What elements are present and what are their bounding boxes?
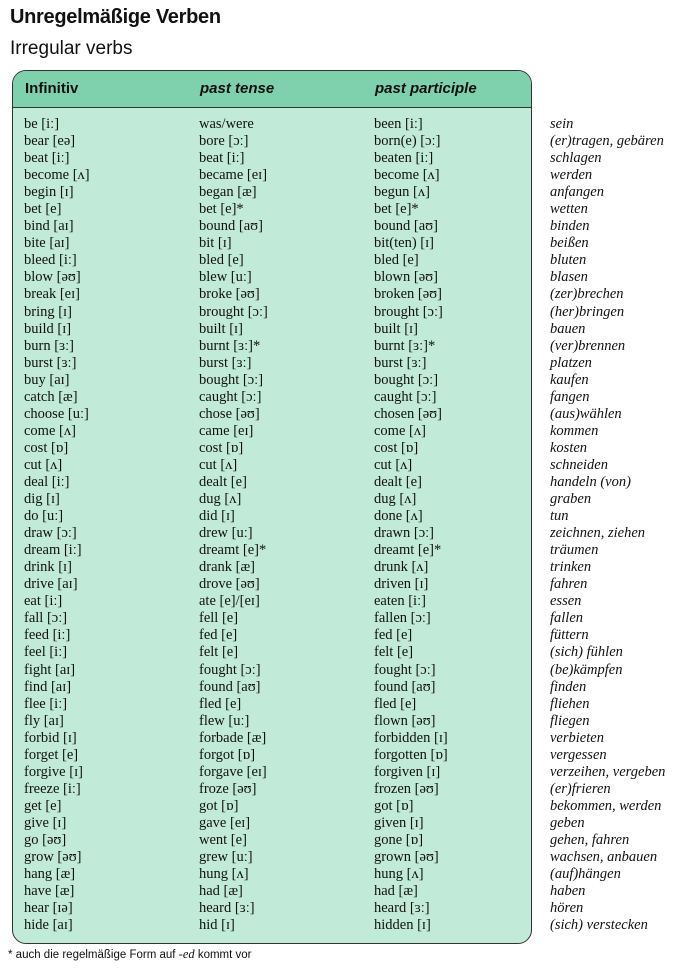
cell-past-tense: ate [e]/[eɪ] [199, 593, 260, 610]
cell-past-participle: had [æ] [374, 883, 418, 900]
cell-past-tense: forgot [ɒ] [199, 746, 256, 763]
cell-german-translation: vergessen [550, 746, 607, 763]
cell-past-tense: grew [uː] [199, 849, 253, 866]
cell-past-tense: hung [ʌ] [199, 866, 249, 883]
cell-infinitive: dream [iː] [24, 542, 82, 559]
cell-past-participle: fed [e] [374, 627, 413, 644]
cell-infinitive: burst [ɜː] [24, 354, 77, 371]
cell-past-participle: dealt [e] [374, 473, 422, 490]
cell-past-tense: gave [eɪ] [199, 814, 251, 831]
table-row [0, 235, 700, 252]
cell-infinitive: forgive [ɪ] [24, 763, 83, 780]
cell-german-translation: wetten [550, 201, 588, 218]
cell-past-tense: came [eɪ] [199, 422, 254, 439]
table-row [0, 321, 700, 338]
cell-german-translation: trinken [550, 559, 592, 576]
cell-infinitive: beat [iː] [24, 150, 70, 167]
cell-past-participle: been [iː] [374, 116, 423, 132]
table-row [0, 338, 700, 355]
cell-past-tense: fell [e] [199, 610, 239, 627]
cell-infinitive: find [aɪ] [24, 678, 72, 695]
cell-infinitive: hear [ɪə] [24, 900, 73, 917]
cell-german-translation: (zer)brechen [550, 286, 624, 303]
cell-past-participle: born(e) [ɔː] [374, 133, 441, 150]
cell-past-participle: bet [e]* [374, 201, 419, 218]
cell-german-translation: (sich) verstecken [550, 917, 648, 934]
cell-german-translation: kommen [550, 422, 599, 439]
table-header [13, 71, 531, 108]
cell-german-translation: fliegen [550, 712, 590, 729]
table-row [0, 184, 700, 201]
table-row [0, 644, 700, 661]
cell-past-participle: bled [e] [374, 252, 419, 269]
cell-german-translation: graben [550, 491, 592, 508]
cell-infinitive: burn [ɜː] [24, 337, 74, 354]
footnote-prefix: * auch die regelmäßige Form auf [8, 949, 179, 961]
cell-german-translation: hören [550, 900, 584, 917]
cell-past-tense: beat [iː] [199, 150, 245, 167]
cell-german-translation: werden [550, 167, 593, 184]
cell-german-translation: (her)bringen [550, 303, 625, 320]
table-row [0, 849, 700, 866]
cell-german-translation: schneiden [550, 456, 608, 473]
cell-infinitive: grow [əʊ] [24, 849, 82, 866]
cell-infinitive: get [e] [24, 797, 62, 814]
cell-infinitive: eat [iː] [24, 593, 63, 610]
cell-past-tense: bet [e]* [199, 201, 244, 218]
cell-past-participle: grown [əʊ] [374, 849, 439, 866]
cell-past-participle: dug [ʌ] [374, 491, 417, 508]
cell-past-participle: bound [aʊ] [374, 218, 438, 235]
cell-infinitive: go [əʊ] [24, 831, 67, 848]
cell-infinitive: catch [æ] [24, 388, 78, 405]
cell-german-translation: kaufen [550, 371, 589, 388]
cell-german-translation: handeln (von) [550, 473, 631, 490]
cell-past-tense: caught [ɔː] [199, 388, 262, 405]
cell-infinitive: bring [ɪ] [24, 303, 72, 320]
cell-infinitive: fly [aɪ] [24, 712, 64, 729]
table-row [0, 406, 700, 423]
page-subtitle: Irregular verbs [10, 38, 133, 59]
page-title: Unregelmäßige Verben [10, 6, 221, 28]
cell-past-participle: come [ʌ] [374, 422, 426, 439]
cell-past-tense: bought [ɔː] [199, 371, 264, 388]
cell-infinitive: feed [iː] [24, 627, 71, 644]
table-row [0, 269, 700, 286]
cell-past-tense: bore [ɔː] [199, 133, 249, 150]
cell-german-translation: (aus)wählen [550, 405, 622, 422]
table-row [0, 355, 700, 372]
cell-past-tense: burnt [ɜː]* [199, 337, 261, 354]
cell-past-tense: got [ɒ] [199, 797, 239, 814]
table-row [0, 372, 700, 389]
table-row [0, 696, 700, 713]
cell-past-tense: drew [uː] [199, 525, 253, 542]
table-row [0, 662, 700, 679]
cell-german-translation: binden [550, 218, 590, 235]
table-row [0, 559, 700, 576]
cell-german-translation: (er)tragen, gebären [550, 133, 664, 150]
cell-past-participle: caught [ɔː] [374, 388, 437, 405]
cell-past-participle: beaten [iː] [374, 150, 434, 167]
footnote-form: -ed [178, 947, 195, 961]
cell-infinitive: hang [æ] [24, 866, 76, 883]
cell-infinitive: fight [aɪ] [24, 661, 76, 678]
cell-past-tense: bled [e] [199, 252, 244, 269]
cell-past-participle: fled [e] [374, 695, 417, 712]
cell-past-participle: felt [e] [374, 644, 414, 661]
cell-past-tense: drove [əʊ] [199, 576, 260, 593]
cell-past-participle: got [ɒ] [374, 797, 414, 814]
table-row [0, 525, 700, 542]
verb-table-rows [0, 116, 700, 934]
cell-infinitive: buy [aɪ] [24, 371, 70, 388]
cell-past-participle: bit(ten) [ɪ] [374, 235, 434, 252]
cell-past-tense: forbade [æ] [199, 729, 267, 746]
cell-german-translation: finden [550, 678, 587, 695]
cell-infinitive: dig [ɪ] [24, 491, 60, 508]
cell-past-tense: fought [ɔː] [199, 661, 261, 678]
cell-past-tense: went [e] [199, 831, 247, 848]
cell-german-translation: wachsen, anbauen [550, 849, 658, 866]
cell-past-participle: cut [ʌ] [374, 456, 413, 473]
cell-past-participle: flown [əʊ] [374, 712, 436, 729]
table-row [0, 508, 700, 525]
cell-past-tense: dealt [e] [199, 473, 247, 490]
cell-german-translation: bluten [550, 252, 587, 269]
cell-german-translation: schlagen [550, 150, 602, 167]
cell-infinitive: freeze [iː] [24, 780, 81, 797]
cell-german-translation: haben [550, 883, 586, 900]
cell-german-translation: (sich) fühlen [550, 644, 623, 661]
footnote [8, 947, 252, 962]
table-row [0, 423, 700, 440]
cell-infinitive: have [æ] [24, 883, 75, 900]
table-row [0, 457, 700, 474]
cell-infinitive: cut [ʌ] [24, 456, 63, 473]
table-row [0, 713, 700, 730]
cell-past-tense: broke [əʊ] [199, 286, 260, 303]
cell-past-tense: brought [ɔː] [199, 303, 268, 320]
cell-infinitive: choose [uː] [24, 405, 89, 422]
cell-past-tense: cut [ʌ] [199, 456, 238, 473]
table-row [0, 610, 700, 627]
cell-german-translation: sein [550, 116, 574, 132]
cell-past-participle: frozen [əʊ] [374, 780, 439, 797]
cell-past-participle: drawn [ɔː] [374, 525, 434, 542]
cell-german-translation: gehen, fahren [550, 831, 630, 848]
cell-german-translation: anfangen [550, 184, 604, 201]
cell-past-tense: fed [e] [199, 627, 238, 644]
cell-past-participle: cost [ɒ] [374, 439, 419, 456]
table-row [0, 201, 700, 218]
table-row [0, 747, 700, 764]
cell-german-translation: (auf)hängen [550, 866, 621, 883]
cell-past-participle: brought [ɔː] [374, 303, 443, 320]
cell-past-participle: eaten [iː] [374, 593, 426, 610]
cell-german-translation: essen [550, 593, 582, 610]
cell-past-participle: forgotten [ɒ] [374, 746, 448, 763]
cell-past-participle: fallen [ɔː] [374, 610, 431, 627]
cell-past-participle: blown [əʊ] [374, 269, 438, 286]
cell-past-tense: felt [e] [199, 644, 239, 661]
table-row [0, 866, 700, 883]
cell-infinitive: build [ɪ] [24, 320, 72, 337]
cell-german-translation: füttern [550, 627, 589, 644]
cell-past-tense: burst [ɜː] [199, 354, 252, 371]
cell-past-participle: burnt [ɜː]* [374, 337, 436, 354]
cell-infinitive: feel [iː] [24, 644, 68, 661]
cell-german-translation: platzen [550, 354, 592, 371]
cell-infinitive: forbid [ɪ] [24, 729, 77, 746]
cell-past-participle: heard [ɜː] [374, 900, 430, 917]
cell-german-translation: bekommen, werden [550, 797, 662, 814]
cell-past-tense: built [ɪ] [199, 320, 243, 337]
cell-past-tense: drank [æ] [199, 559, 255, 576]
header-infinitive: Infinitiv [25, 80, 79, 97]
table-row [0, 304, 700, 321]
cell-past-participle: bought [ɔː] [374, 371, 439, 388]
cell-past-participle: become [ʌ] [374, 167, 440, 184]
cell-past-tense: fled [e] [199, 695, 242, 712]
table-row [0, 491, 700, 508]
cell-infinitive: give [ɪ] [24, 814, 67, 831]
cell-past-participle: dreamt [e]* [374, 542, 442, 559]
header-past-participle: past participle [375, 80, 477, 97]
cell-german-translation: bauen [550, 320, 586, 337]
cell-infinitive: cost [ɒ] [24, 439, 69, 456]
footnote-rest: kommt vor [194, 949, 252, 961]
cell-german-translation: verbieten [550, 729, 604, 746]
cell-past-tense: began [æ] [199, 184, 257, 201]
cell-german-translation: geben [550, 814, 585, 831]
cell-infinitive: flee [iː] [24, 695, 68, 712]
cell-german-translation: zeichnen, ziehen [550, 525, 646, 542]
table-row [0, 883, 700, 900]
cell-infinitive: bite [aɪ] [24, 235, 70, 252]
table-row [0, 815, 700, 832]
cell-german-translation: beißen [550, 235, 589, 252]
cell-german-translation: fliehen [550, 695, 590, 712]
table-row [0, 764, 700, 781]
cell-infinitive: drink [ɪ] [24, 559, 72, 576]
cell-german-translation: fallen [550, 610, 584, 627]
table-row [0, 542, 700, 559]
cell-infinitive: hide [aɪ] [24, 917, 73, 934]
cell-infinitive: bleed [iː] [24, 252, 77, 269]
cell-past-participle: hung [ʌ] [374, 866, 424, 883]
cell-infinitive: bet [e] [24, 201, 62, 218]
table-row [0, 576, 700, 593]
table-row [0, 593, 700, 610]
cell-german-translation: tun [550, 508, 569, 525]
cell-infinitive: deal [iː] [24, 473, 70, 490]
cell-past-participle: burst [ɜː] [374, 354, 427, 371]
table-row [0, 474, 700, 491]
cell-infinitive: fall [ɔː] [24, 610, 68, 627]
cell-infinitive: bind [aɪ] [24, 218, 74, 235]
table-row [0, 252, 700, 269]
cell-infinitive: be [iː] [24, 116, 60, 132]
table-row [0, 286, 700, 303]
cell-past-participle: gone [ɒ] [374, 831, 424, 848]
cell-past-participle: forbidden [ɪ] [374, 729, 448, 746]
table-row [0, 167, 700, 184]
cell-past-participle: broken [əʊ] [374, 286, 442, 303]
cell-infinitive: draw [ɔː] [24, 525, 77, 542]
cell-infinitive: drive [aɪ] [24, 576, 78, 593]
cell-german-translation: kosten [550, 439, 588, 456]
cell-infinitive: break [eɪ] [24, 286, 80, 303]
table-row [0, 917, 700, 934]
table-row [0, 900, 700, 917]
header-past-tense: past tense [200, 80, 275, 97]
cell-past-participle: hidden [ɪ] [374, 917, 431, 934]
table-row [0, 150, 700, 167]
cell-german-translation: (be)kämpfen [550, 661, 623, 678]
table-row [0, 679, 700, 696]
cell-past-tense: forgave [eɪ] [199, 763, 267, 780]
cell-past-participle: forgiven [ɪ] [374, 763, 441, 780]
cell-past-participle: driven [ɪ] [374, 576, 429, 593]
cell-past-tense: blew [uː] [199, 269, 252, 286]
table-row [0, 389, 700, 406]
table-row [0, 730, 700, 747]
cell-german-translation: fangen [550, 388, 590, 405]
cell-german-translation: blasen [550, 269, 588, 286]
table-row [0, 440, 700, 457]
cell-infinitive: blow [əʊ] [24, 269, 81, 286]
cell-german-translation: (ver)brennen [550, 337, 626, 354]
cell-past-tense: flew [uː] [199, 712, 250, 729]
cell-past-tense: did [ɪ] [199, 508, 235, 525]
cell-past-tense: became [eɪ] [199, 167, 268, 184]
cell-past-tense: dreamt [e]* [199, 542, 267, 559]
cell-past-tense: froze [əʊ] [199, 780, 257, 797]
cell-infinitive: forget [e] [24, 746, 79, 763]
table-row [0, 832, 700, 849]
cell-past-tense: was/were [199, 116, 254, 132]
cell-german-translation: verzeihen, vergeben [550, 763, 666, 780]
table-row [0, 627, 700, 644]
cell-past-participle: built [ɪ] [374, 320, 418, 337]
cell-past-tense: chose [əʊ] [199, 405, 260, 422]
cell-past-participle: fought [ɔː] [374, 661, 436, 678]
cell-infinitive: become [ʌ] [24, 167, 90, 184]
table-row [0, 798, 700, 815]
cell-past-tense: heard [ɜː] [199, 900, 255, 917]
cell-past-participle: drunk [ʌ] [374, 559, 429, 576]
cell-german-translation: träumen [550, 542, 599, 559]
cell-past-tense: hid [ɪ] [199, 917, 235, 934]
cell-past-tense: found [aʊ] [199, 678, 261, 695]
cell-past-participle: chosen [əʊ] [374, 405, 442, 422]
cell-past-participle: begun [ʌ] [374, 184, 430, 201]
cell-infinitive: bear [eə] [24, 133, 76, 150]
table-row [0, 218, 700, 235]
cell-past-tense: dug [ʌ] [199, 491, 242, 508]
cell-past-participle: found [aʊ] [374, 678, 436, 695]
cell-infinitive: begin [ɪ] [24, 184, 74, 201]
cell-german-translation: (er)frieren [550, 780, 611, 797]
cell-past-participle: done [ʌ] [374, 508, 423, 525]
table-row [0, 781, 700, 798]
cell-past-tense: had [æ] [199, 883, 243, 900]
cell-past-tense: bound [aʊ] [199, 218, 263, 235]
table-row [0, 116, 700, 133]
cell-past-tense: bit [ɪ] [199, 235, 232, 252]
cell-past-participle: given [ɪ] [374, 814, 424, 831]
cell-past-tense: cost [ɒ] [199, 439, 244, 456]
cell-infinitive: do [uː] [24, 508, 64, 525]
cell-german-translation: fahren [550, 576, 588, 593]
cell-infinitive: come [ʌ] [24, 422, 76, 439]
table-row [0, 133, 700, 150]
